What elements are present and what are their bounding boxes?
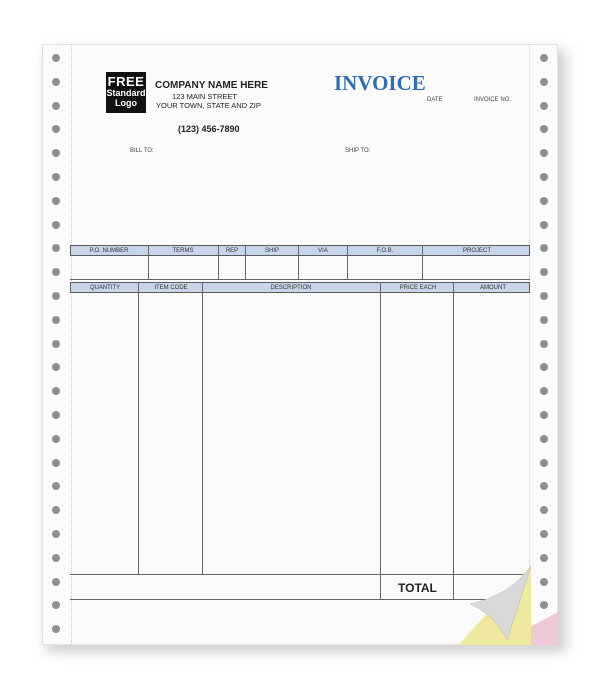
date-label: DATE <box>427 97 443 103</box>
bill-to-label: BILL TO: <box>130 148 154 154</box>
total-label: TOTAL <box>398 581 437 595</box>
header-fob: F.O.B. <box>376 248 394 254</box>
invoice-title: INVOICE <box>334 71 426 95</box>
company-phone: (123) 456-7890 <box>178 124 240 134</box>
company-street: 123 MAIN STREET <box>172 92 238 101</box>
header-terms: TERMS <box>172 248 194 254</box>
header-quantity: QUANTITY <box>89 285 121 291</box>
logo-free-text: FREE <box>107 74 145 89</box>
header-description: DESCRIPTION <box>270 285 312 291</box>
logo-logo-text: Logo <box>115 98 137 108</box>
company-city: YOUR TOWN, STATE AND ZIP <box>156 101 261 110</box>
header-price-each: PRICE EACH <box>399 285 437 291</box>
header-item-code: ITEM CODE <box>154 285 188 291</box>
header-po-number: P.O. NUMBER <box>89 248 129 254</box>
header-via: VIA <box>318 248 328 254</box>
header-amount: AMOUNT <box>480 285 506 291</box>
ship-to-label: SHIP TO: <box>345 148 371 154</box>
logo-standard-text: Standard <box>106 88 146 98</box>
header-ship: SHIP <box>264 248 280 254</box>
header-project: PROJECT <box>462 248 492 254</box>
header-rep: REP <box>225 248 239 254</box>
invoice-number-label: INVOICE NO. <box>474 97 512 103</box>
company-name: COMPANY NAME HERE <box>155 80 268 91</box>
